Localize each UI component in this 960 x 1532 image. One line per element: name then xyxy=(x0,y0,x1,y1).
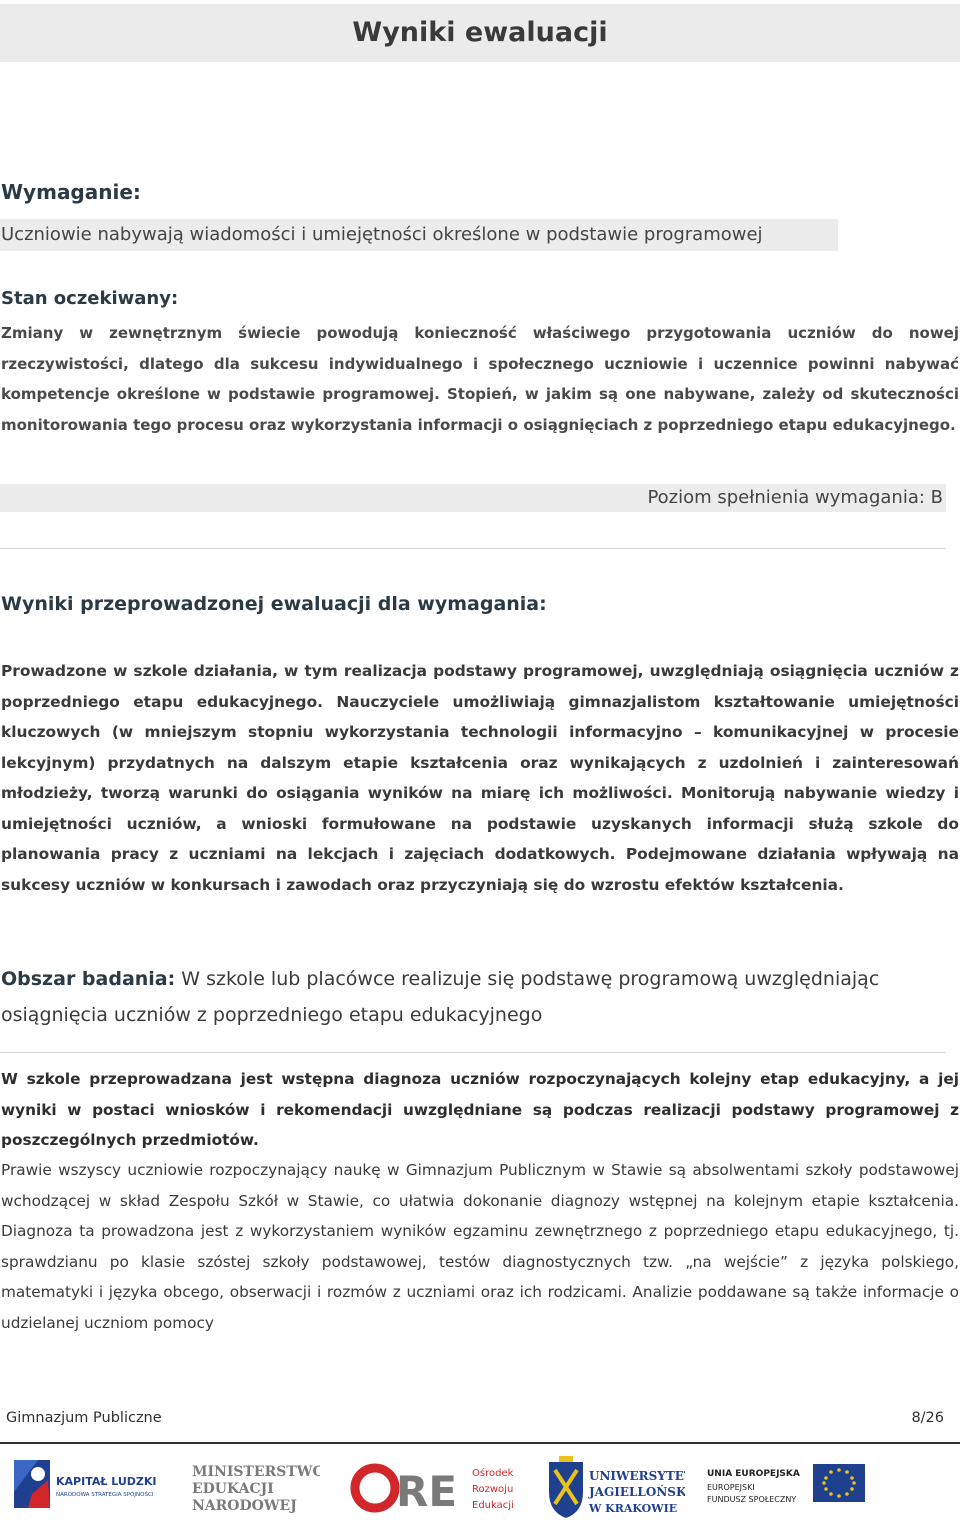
sponsor-logos xyxy=(0,1452,960,1524)
page-header xyxy=(0,4,960,62)
kapital-ludzki-logo xyxy=(8,1452,178,1524)
ore-logo xyxy=(350,1452,530,1524)
eu-logo xyxy=(705,1452,885,1524)
svg-text:EDUKACJI: EDUKACJI xyxy=(192,1481,274,1497)
svg-text:MINISTERSTWO: MINISTERSTWO xyxy=(192,1464,320,1480)
results-heading: Wyniki przeprowadzonej ewaluacji dla wymagania: xyxy=(1,593,547,615)
research-area-text: W szkole lub placówce realizuje się podstawę programową uwzględniając osiągnięcia uczniów z poprzedniego etapu edukacyjnego xyxy=(1,968,880,1026)
svg-text:JAGIELLOŃSKI: JAGIELLOŃSKI xyxy=(589,1485,685,1499)
footer-page-number: 8/26 xyxy=(911,1410,944,1426)
svg-text:UNIA EUROPEJSKA: UNIA EUROPEJSKA xyxy=(707,1469,800,1479)
svg-text:UNIWERSYTET: UNIWERSYTET xyxy=(589,1469,685,1483)
svg-text:EUROPEJSKI: EUROPEJSKI xyxy=(707,1483,755,1492)
men-logo xyxy=(190,1452,320,1524)
page-title: Wyniki ewaluacji xyxy=(352,17,608,48)
eu-flag-icon xyxy=(705,1452,885,1524)
svg-text:KAPITAŁ LUDZKI: KAPITAŁ LUDZKI xyxy=(56,1475,157,1488)
uj-crest-icon xyxy=(545,1452,685,1524)
svg-text:Edukacji: Edukacji xyxy=(472,1500,514,1511)
svg-text:NARODOWEJ: NARODOWEJ xyxy=(192,1498,297,1514)
requirement-level: Poziom spełnienia wymagania: B xyxy=(0,484,946,512)
expected-state-text: Zmiany w zewnętrznym świecie powodują konieczność właściwego przygotowania uczniów do nowej rzeczywistości, dlatego dla sukcesu indywidualnego i społecznego uczniowie i uczennice powinni nabywać kompetencje określone w podstawie programowej. Stopień, w jakim są one nabywane, zależy od skuteczności monitorowania tego procesu oraz wykorzystania informacji o osiągnięciach z poprzedniego etapu edukacyjnego. xyxy=(1,324,959,434)
research-area xyxy=(1,961,959,1033)
svg-text:NARODOWA STRATEGIA SPÓJNOŚCI: NARODOWA STRATEGIA SPÓJNOŚCI xyxy=(56,1492,154,1498)
research-area-label: Obszar badania: xyxy=(1,968,176,990)
ore-icon xyxy=(350,1452,530,1524)
requirement-heading: Wymaganie: xyxy=(1,180,141,204)
footer-divider xyxy=(0,1442,960,1444)
requirement-text: Uczniowie nabywają wiadomości i umiejętności określone w podstawie programowej xyxy=(0,219,838,251)
uj-logo xyxy=(545,1452,685,1524)
men-icon xyxy=(190,1452,320,1524)
diagnosis-summary: W szkole przeprowadzana jest wstępna diagnoza uczniów rozpoczynających kolejny etap edukacyjny, a jej wyniki w postaci wniosków i rekomendacji uwzględniane są podczas realizacji podstawy programowej z poszczególnych przedmiotów. xyxy=(1,1070,959,1149)
divider xyxy=(0,1052,946,1053)
divider xyxy=(0,548,946,549)
kapital-ludzki-icon xyxy=(8,1452,178,1524)
svg-text:W KRAKOWIE: W KRAKOWIE xyxy=(589,1502,678,1515)
footer-school-name: Gimnazjum Publiczne xyxy=(6,1410,162,1426)
diagnosis-text: Prawie wszyscy uczniowie rozpoczynający naukę w Gimnazjum Publicznym w Stawie są absolwentami szkoły podstawowej wchodzącej w skład Zespołu Szkół w Stawie, co ułatwia dokonanie diagnozy wstępnej na kolejnym etapie kształcenia. Diagnoza ta prowadzona jest z wykorzystaniem wyników egzaminu zewnętrznego z poprzedniego etapu edukacyjnego, tj. sprawdzianu po klasie szóstej szkoły podstawowej, testów diagnostycznych tzw. „na wejście” z języka polskiego, matematyki i języka obcego, obserwacji i rozmów z uczniami oraz ich rodzicami. Analizie poddawane są także informacje o udzielanej uczniom pomocy xyxy=(1,1161,959,1332)
results-text: Prowadzone w szkole działania, w tym realizacja podstawy programowej, uwzględniają osiągnięcia uczniów z poprzedniego etapu edukacyjnego. Nauczyciele umożliwiają gimnazjalistom kształtowanie umiejętności kluczowych (w mniejszym stopniu wykorzystania technologii informacyjno – komunikacyjnej w procesie lekcyjnym) przydatnych na dalszym etapie kształcenia oraz wynikających z uzdolnień i zainteresowań młodzieży, tworzą warunki do osiągania wyników na miarę ich możliwości. Monitorują nabywanie wiedzy i umiejętności uczniów, a wnioski formułowane na podstawie uzyskanych informacji służą szkole do planowania pracy z uczniami na lekcjach i zajęciach dodatkowych. Podejmowane działania wpływają na sukcesy uczniów w konkursach i zawodach oraz przyczyniają się do wzrostu efektów kształcenia. xyxy=(1,662,959,894)
svg-text:FUNDUSZ SPOŁECZNY: FUNDUSZ SPOŁECZNY xyxy=(707,1495,797,1504)
expected-state-heading: Stan oczekiwany: xyxy=(1,288,179,309)
svg-text:RE: RE xyxy=(396,1467,458,1516)
svg-text:Rozwoju: Rozwoju xyxy=(472,1484,514,1495)
svg-text:Ośrodek: Ośrodek xyxy=(472,1468,514,1479)
